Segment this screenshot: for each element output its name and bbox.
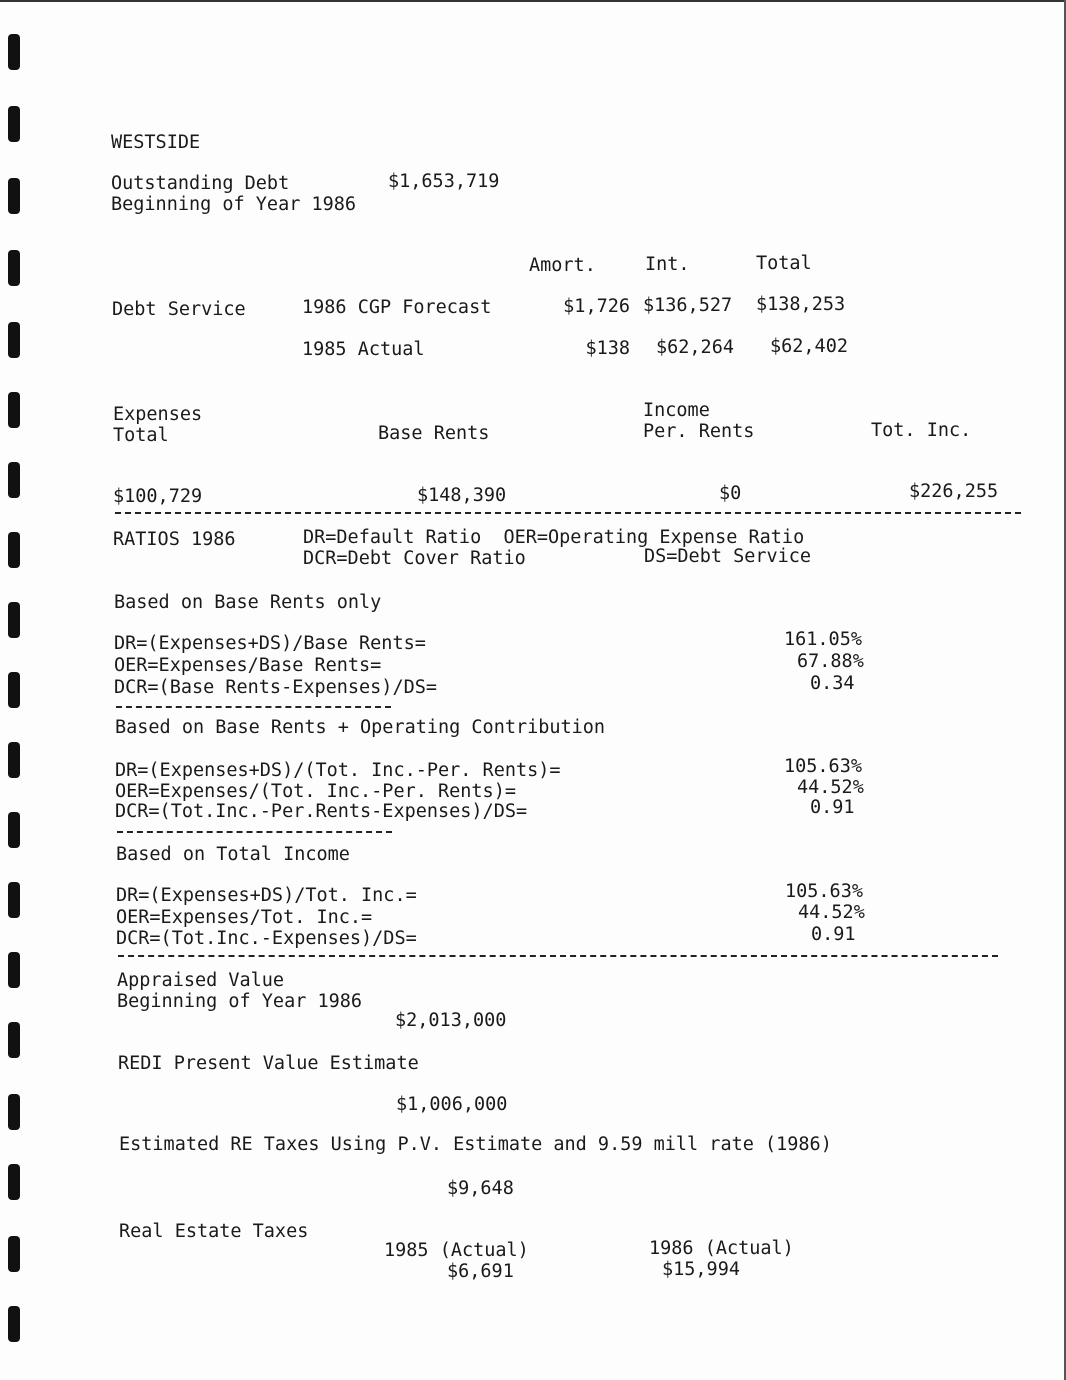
base-rents-value: $148,390 (417, 485, 507, 506)
punch-hole (8, 532, 20, 568)
punch-hole (8, 1306, 20, 1342)
tot-inc-value: $226,255 (909, 481, 999, 502)
punch-hole (8, 1022, 20, 1058)
section-divider (118, 955, 998, 957)
debt-row-label: 1985 Actual (302, 339, 425, 360)
re-taxes-1986-value: $15,994 (662, 1259, 740, 1280)
col-header-amort: Amort. (529, 255, 596, 276)
ratio-label: DCR=(Tot.Inc.-Per.Rents-Expenses)/DS= (115, 801, 528, 822)
base-rents-header: Base Rents (378, 423, 490, 444)
col-header-total: Total (756, 253, 812, 274)
company-name: WESTSIDE (111, 132, 201, 153)
punch-hole (8, 952, 20, 988)
expenses-header-total: Total (113, 425, 169, 446)
punch-hole (8, 1236, 20, 1272)
re-tax-estimate-label: Estimated RE Taxes Using P.V. Estimate and 9.59 mill rate (1986) (119, 1134, 832, 1155)
ratio-label: DR=(Expenses+DS)/Base Rents= (114, 633, 426, 654)
section-divider (115, 512, 1021, 514)
ratio-value: 161.05% (784, 629, 862, 650)
punch-hole (8, 322, 20, 358)
punch-hole (8, 742, 20, 778)
appraised-value: $2,013,000 (395, 1010, 507, 1031)
punch-hole (8, 1164, 20, 1200)
ratios-title: RATIOS 1986 (113, 529, 236, 550)
col-header-int: Int. (645, 254, 690, 275)
ratio-group-heading: Based on Total Income (116, 844, 350, 865)
outstanding-debt-sublabel: Beginning of Year 1986 (111, 194, 357, 215)
punch-hole (8, 812, 20, 848)
debt-row-label: 1986 CGP Forecast (302, 297, 492, 318)
ratio-value: 0.91 (810, 797, 855, 818)
per-rents-value: $0 (719, 483, 742, 504)
expenses-value: $100,729 (113, 486, 203, 507)
ratio-value: 44.52% (798, 902, 865, 923)
ratio-value: 105.63% (785, 881, 863, 902)
group-divider (116, 706, 391, 708)
punch-hole (8, 392, 20, 428)
punch-hole (8, 462, 20, 498)
ratio-label: DCR=(Tot.Inc.-Expenses)/DS= (116, 928, 417, 949)
punch-hole (8, 882, 20, 918)
ratio-label: OER=Expenses/Base Rents= (114, 655, 382, 676)
punch-hole (8, 1094, 20, 1130)
ratios-legend-dcr: DCR=Debt Cover Ratio (303, 548, 526, 569)
re-taxes-label: Real Estate Taxes (119, 1221, 309, 1242)
punch-hole (8, 106, 20, 142)
outstanding-debt-value: $1,653,719 (388, 171, 500, 192)
debt-service-label: Debt Service (112, 299, 246, 320)
re-taxes-1986-label: 1986 (Actual) (649, 1238, 794, 1259)
debt-row-total: $62,402 (770, 336, 848, 357)
ratio-value: 67.88% (797, 651, 864, 672)
ratio-label: DR=(Expenses+DS)/(Tot. Inc.-Per. Rents)= (115, 760, 561, 781)
ratios-legend-ds: DS=Debt Service (644, 546, 812, 567)
group-divider (117, 831, 392, 833)
ratio-value: 0.91 (811, 924, 856, 945)
page-top-edge (0, 0, 1066, 2)
outstanding-debt-label: Outstanding Debt (111, 173, 290, 194)
expenses-header: Expenses (113, 404, 203, 425)
ratio-value: 105.63% (784, 756, 862, 777)
appraised-value-sublabel: Beginning of Year 1986 (117, 991, 363, 1012)
debt-row-int: $136,527 (643, 295, 733, 316)
debt-row-amort: $138 (585, 338, 630, 359)
ratio-label: DR=(Expenses+DS)/Tot. Inc.= (116, 885, 417, 906)
ratios-legend-line1: DR=Default Ratio OER=Operating Expense Ratio (303, 527, 805, 548)
redi-value: $1,006,000 (396, 1094, 508, 1115)
punch-hole (8, 34, 20, 70)
income-header: Income (643, 400, 710, 421)
tot-inc-header: Tot. Inc. (871, 420, 972, 441)
ratio-value: 44.52% (797, 777, 864, 798)
ratio-value: 0.34 (810, 673, 855, 694)
ratio-group-heading: Based on Base Rents only (114, 592, 382, 613)
appraised-value-label: Appraised Value (117, 970, 285, 991)
debt-row-int: $62,264 (656, 337, 734, 358)
punch-hole (8, 178, 20, 214)
re-taxes-1985-value: $6,691 (447, 1261, 514, 1282)
re-tax-estimate-value: $9,648 (447, 1178, 514, 1199)
debt-row-amort: $1,726 (563, 296, 630, 317)
debt-row-total: $138,253 (756, 294, 846, 315)
ratio-label: OER=Expenses/(Tot. Inc.-Per. Rents)= (115, 781, 516, 802)
punch-hole (8, 672, 20, 708)
redi-label: REDI Present Value Estimate (118, 1053, 419, 1074)
ratio-label: DCR=(Base Rents-Expenses)/DS= (114, 677, 438, 698)
re-taxes-1985-label: 1985 (Actual) (384, 1240, 529, 1261)
ratio-group-heading: Based on Base Rents + Operating Contribution (115, 717, 606, 738)
punch-hole (8, 250, 20, 286)
per-rents-header: Per. Rents (643, 421, 755, 442)
ratio-label: OER=Expenses/Tot. Inc.= (116, 907, 373, 928)
punch-hole (8, 602, 20, 638)
